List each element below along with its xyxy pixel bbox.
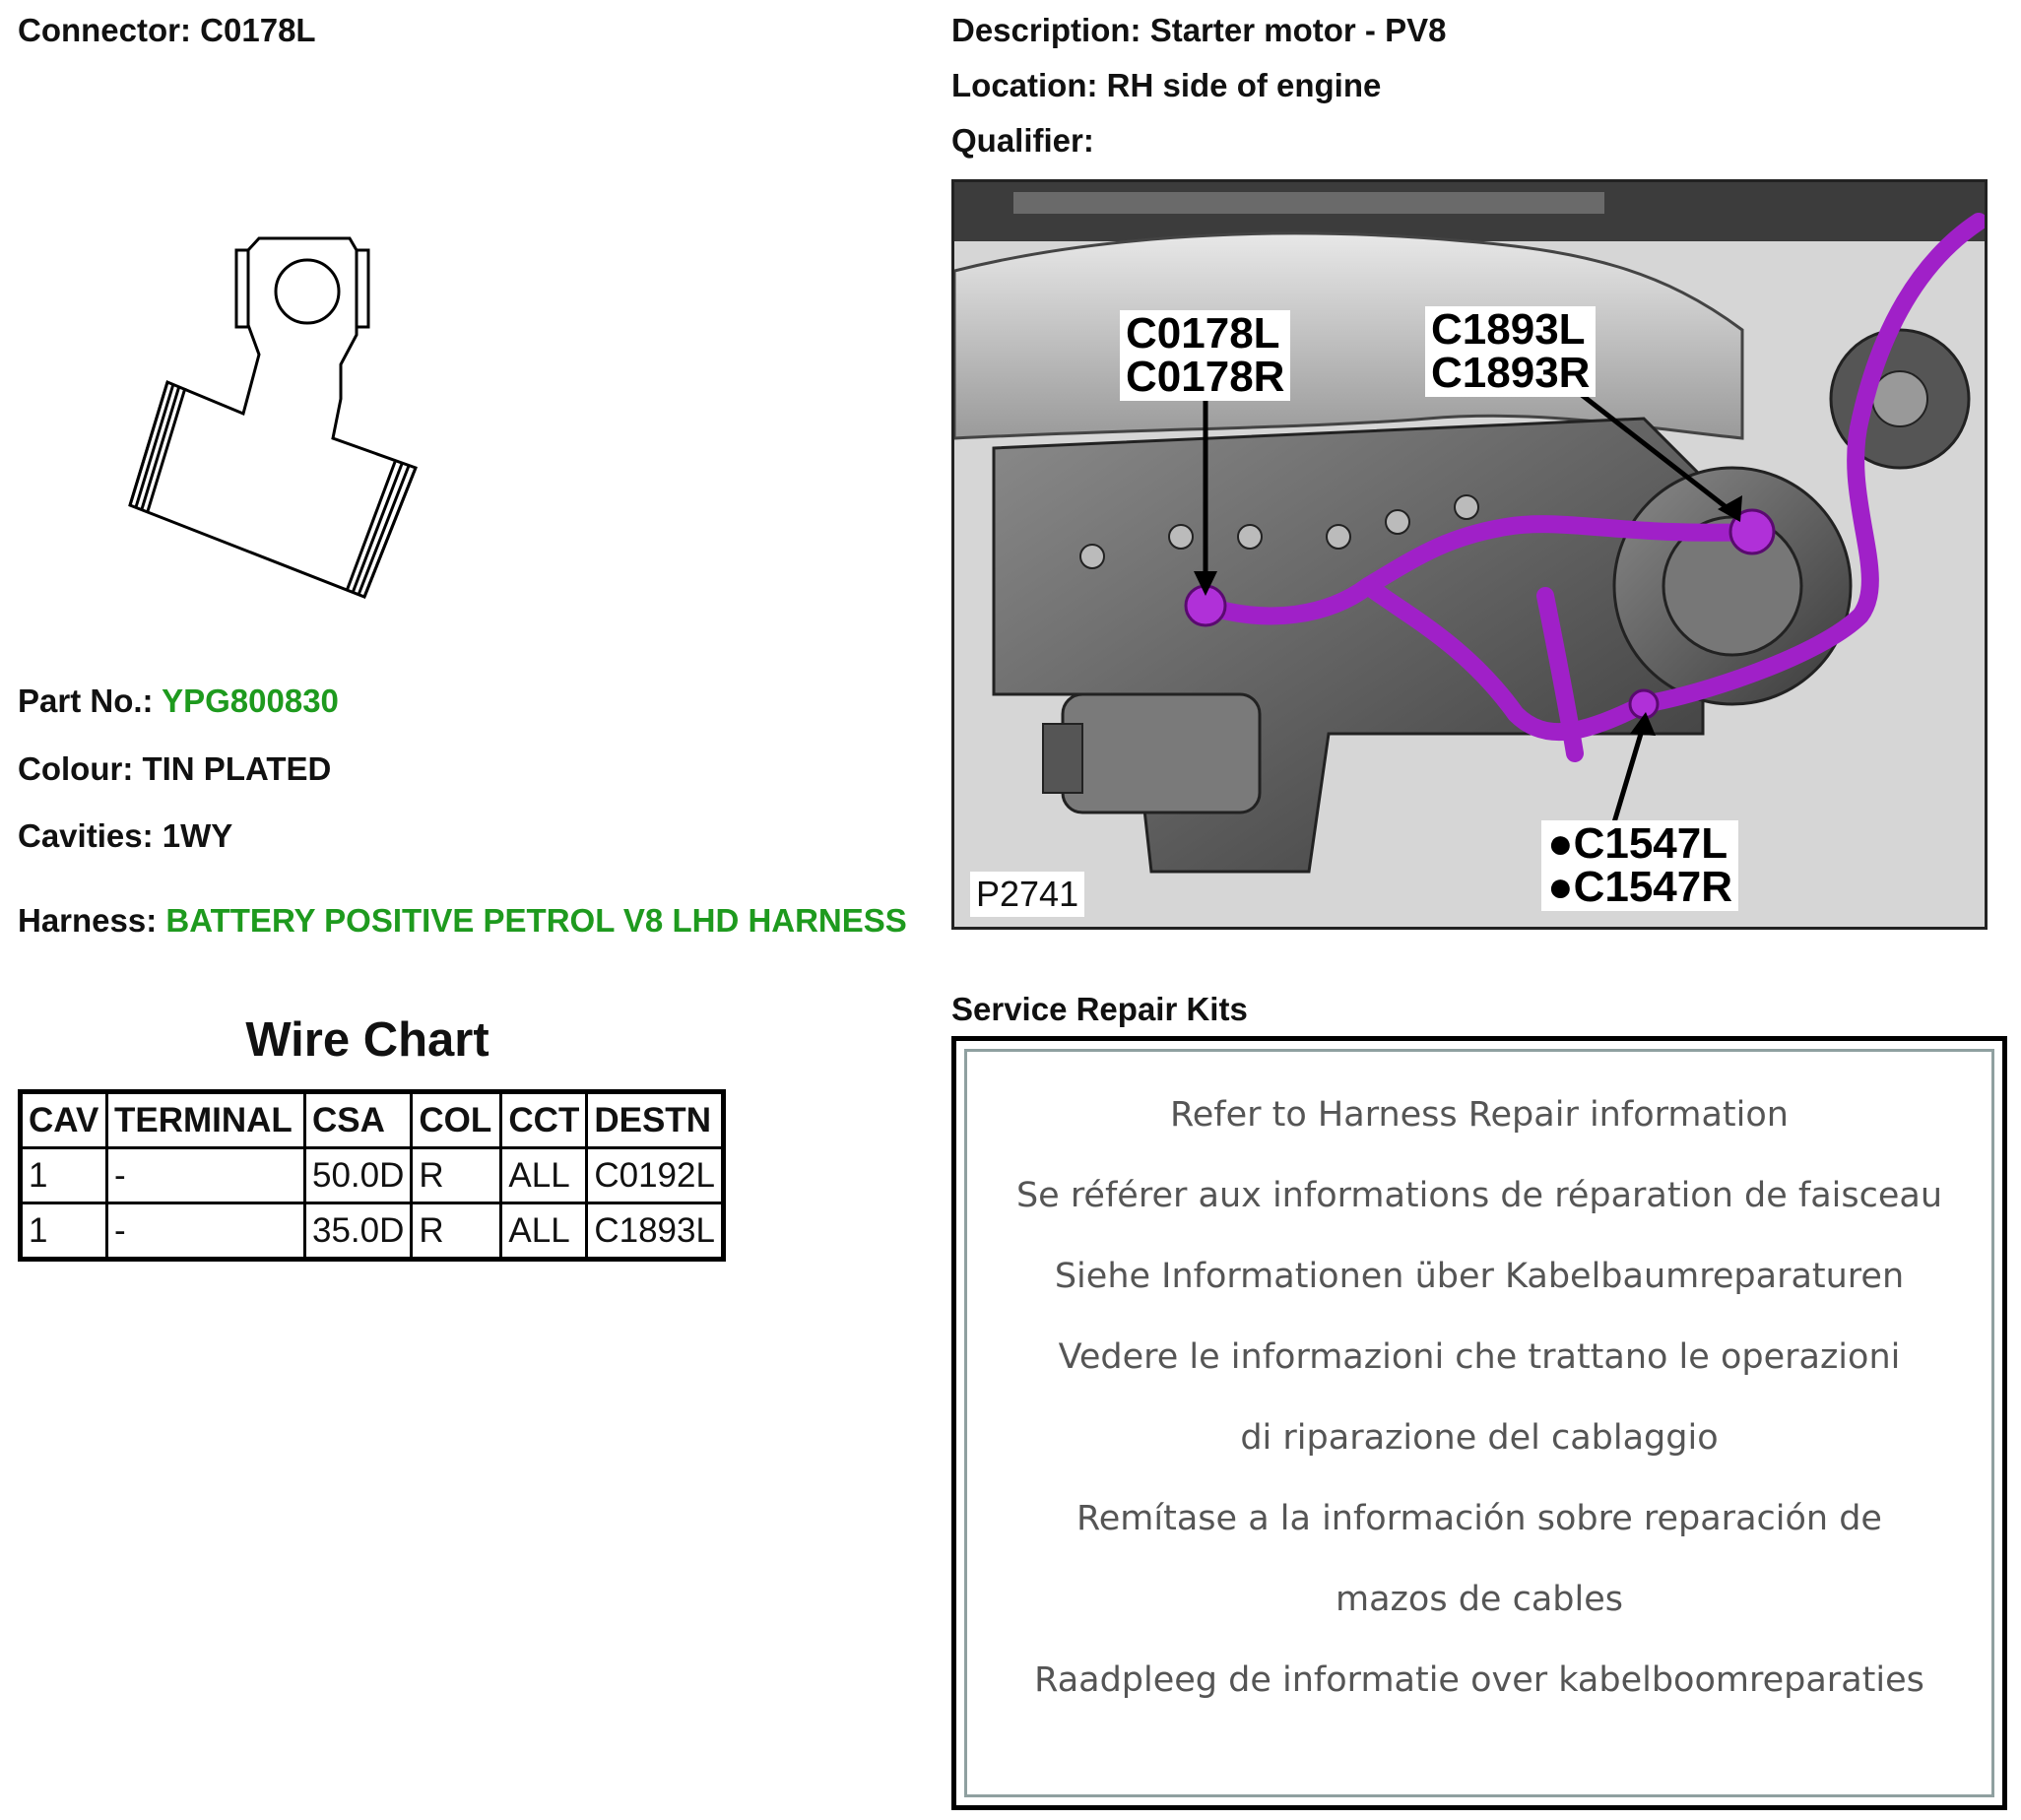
header-col: COL	[412, 1092, 501, 1148]
colour-label: Colour:	[18, 750, 134, 787]
repair-info-line: Siehe Informationen über Kabelbaumreparaturen	[1054, 1257, 1905, 1296]
connector-outline-drawing	[108, 227, 433, 601]
harness-row	[18, 902, 907, 940]
location-row	[951, 67, 1381, 104]
callout-c1893-line-2: C1893R	[1431, 349, 1591, 397]
part-number-row	[18, 682, 339, 720]
repair-kits-title: Service Repair Kits	[951, 991, 1248, 1027]
repair-info-line: Refer to Harness Repair information	[1170, 1095, 1789, 1135]
connector-value: C0178L	[200, 12, 316, 48]
callout-c1547-line-2: ●C1547R	[1547, 863, 1733, 911]
part-number-label: Part No.:	[18, 682, 154, 719]
cell-col: R	[412, 1203, 501, 1260]
repair-info-line: Vedere le informazioni che trattano le operazioni	[1058, 1337, 1901, 1377]
cell-csa: 50.0D	[305, 1148, 412, 1203]
header-destn: DESTN	[587, 1092, 724, 1148]
header-cct: CCT	[501, 1092, 587, 1148]
callout-c0178-line-2: C0178R	[1126, 353, 1285, 401]
cell-cct: ALL	[501, 1203, 587, 1260]
connector-label: Connector:	[18, 12, 191, 48]
cell-col: R	[412, 1148, 501, 1203]
cell-cav: 1	[21, 1203, 107, 1260]
cell-cct: ALL	[501, 1148, 587, 1203]
cavities-value: 1WY	[162, 817, 233, 854]
wire-chart-title: Wire Chart	[245, 1013, 489, 1067]
harness-label: Harness:	[18, 902, 158, 939]
harness-value: BATTERY POSITIVE PETROL V8 LHD HARNESS	[165, 902, 907, 939]
cell-destn: C0192L	[587, 1148, 724, 1203]
repair-kits-box	[951, 1036, 2007, 1810]
cell-terminal: -	[107, 1203, 305, 1260]
repair-info-line: mazos de cables	[1336, 1580, 1623, 1619]
description-label: Description:	[951, 12, 1141, 48]
part-number-value: YPG800830	[162, 682, 339, 719]
cell-cav: 1	[21, 1148, 107, 1203]
callout-c0178-line-1: C0178L	[1126, 309, 1280, 358]
header-cav: CAV	[21, 1092, 107, 1148]
connector-heading	[18, 12, 316, 49]
cavities-row	[18, 817, 232, 855]
cavities-label: Cavities:	[18, 817, 154, 854]
cell-destn: C1893L	[587, 1203, 724, 1260]
repair-info-line: Raadpleeg de informatie over kabelboomreparaties	[1034, 1660, 1924, 1700]
repair-kits-inner-frame	[964, 1049, 1994, 1797]
repair-info-line: di riparazione del cablaggio	[1240, 1418, 1719, 1458]
table-row	[21, 1203, 724, 1260]
qualifier-label: Qualifier:	[951, 122, 1094, 159]
location-value: RH side of engine	[1106, 67, 1382, 103]
cell-csa: 35.0D	[305, 1203, 412, 1260]
repair-info-line: Se référer aux informations de réparation de faisceau	[1015, 1176, 1943, 1215]
figure-id: P2741	[970, 872, 1084, 917]
callout-c0178	[1120, 310, 1290, 401]
callout-c1547	[1541, 820, 1738, 911]
table-row	[21, 1148, 724, 1203]
colour-value: TIN PLATED	[142, 750, 332, 787]
colour-row	[18, 750, 331, 788]
engine-drawing	[954, 182, 1985, 927]
location-label: Location:	[951, 67, 1098, 103]
wire-chart-table	[18, 1089, 726, 1262]
callout-c1893	[1425, 306, 1596, 397]
repair-info-line: Remítase a la información sobre reparación de	[1076, 1499, 1882, 1538]
wire-chart-header-row	[21, 1092, 724, 1148]
header-terminal: TERMINAL	[107, 1092, 305, 1148]
description-row	[951, 12, 1446, 49]
callout-c1893-line-1: C1893L	[1431, 305, 1586, 354]
header-csa: CSA	[305, 1092, 412, 1148]
description-value: Starter motor - PV8	[1149, 12, 1447, 48]
callout-c1547-line-1: ●C1547L	[1547, 819, 1728, 868]
cell-terminal: -	[107, 1148, 305, 1203]
engine-illustration	[951, 179, 1988, 930]
